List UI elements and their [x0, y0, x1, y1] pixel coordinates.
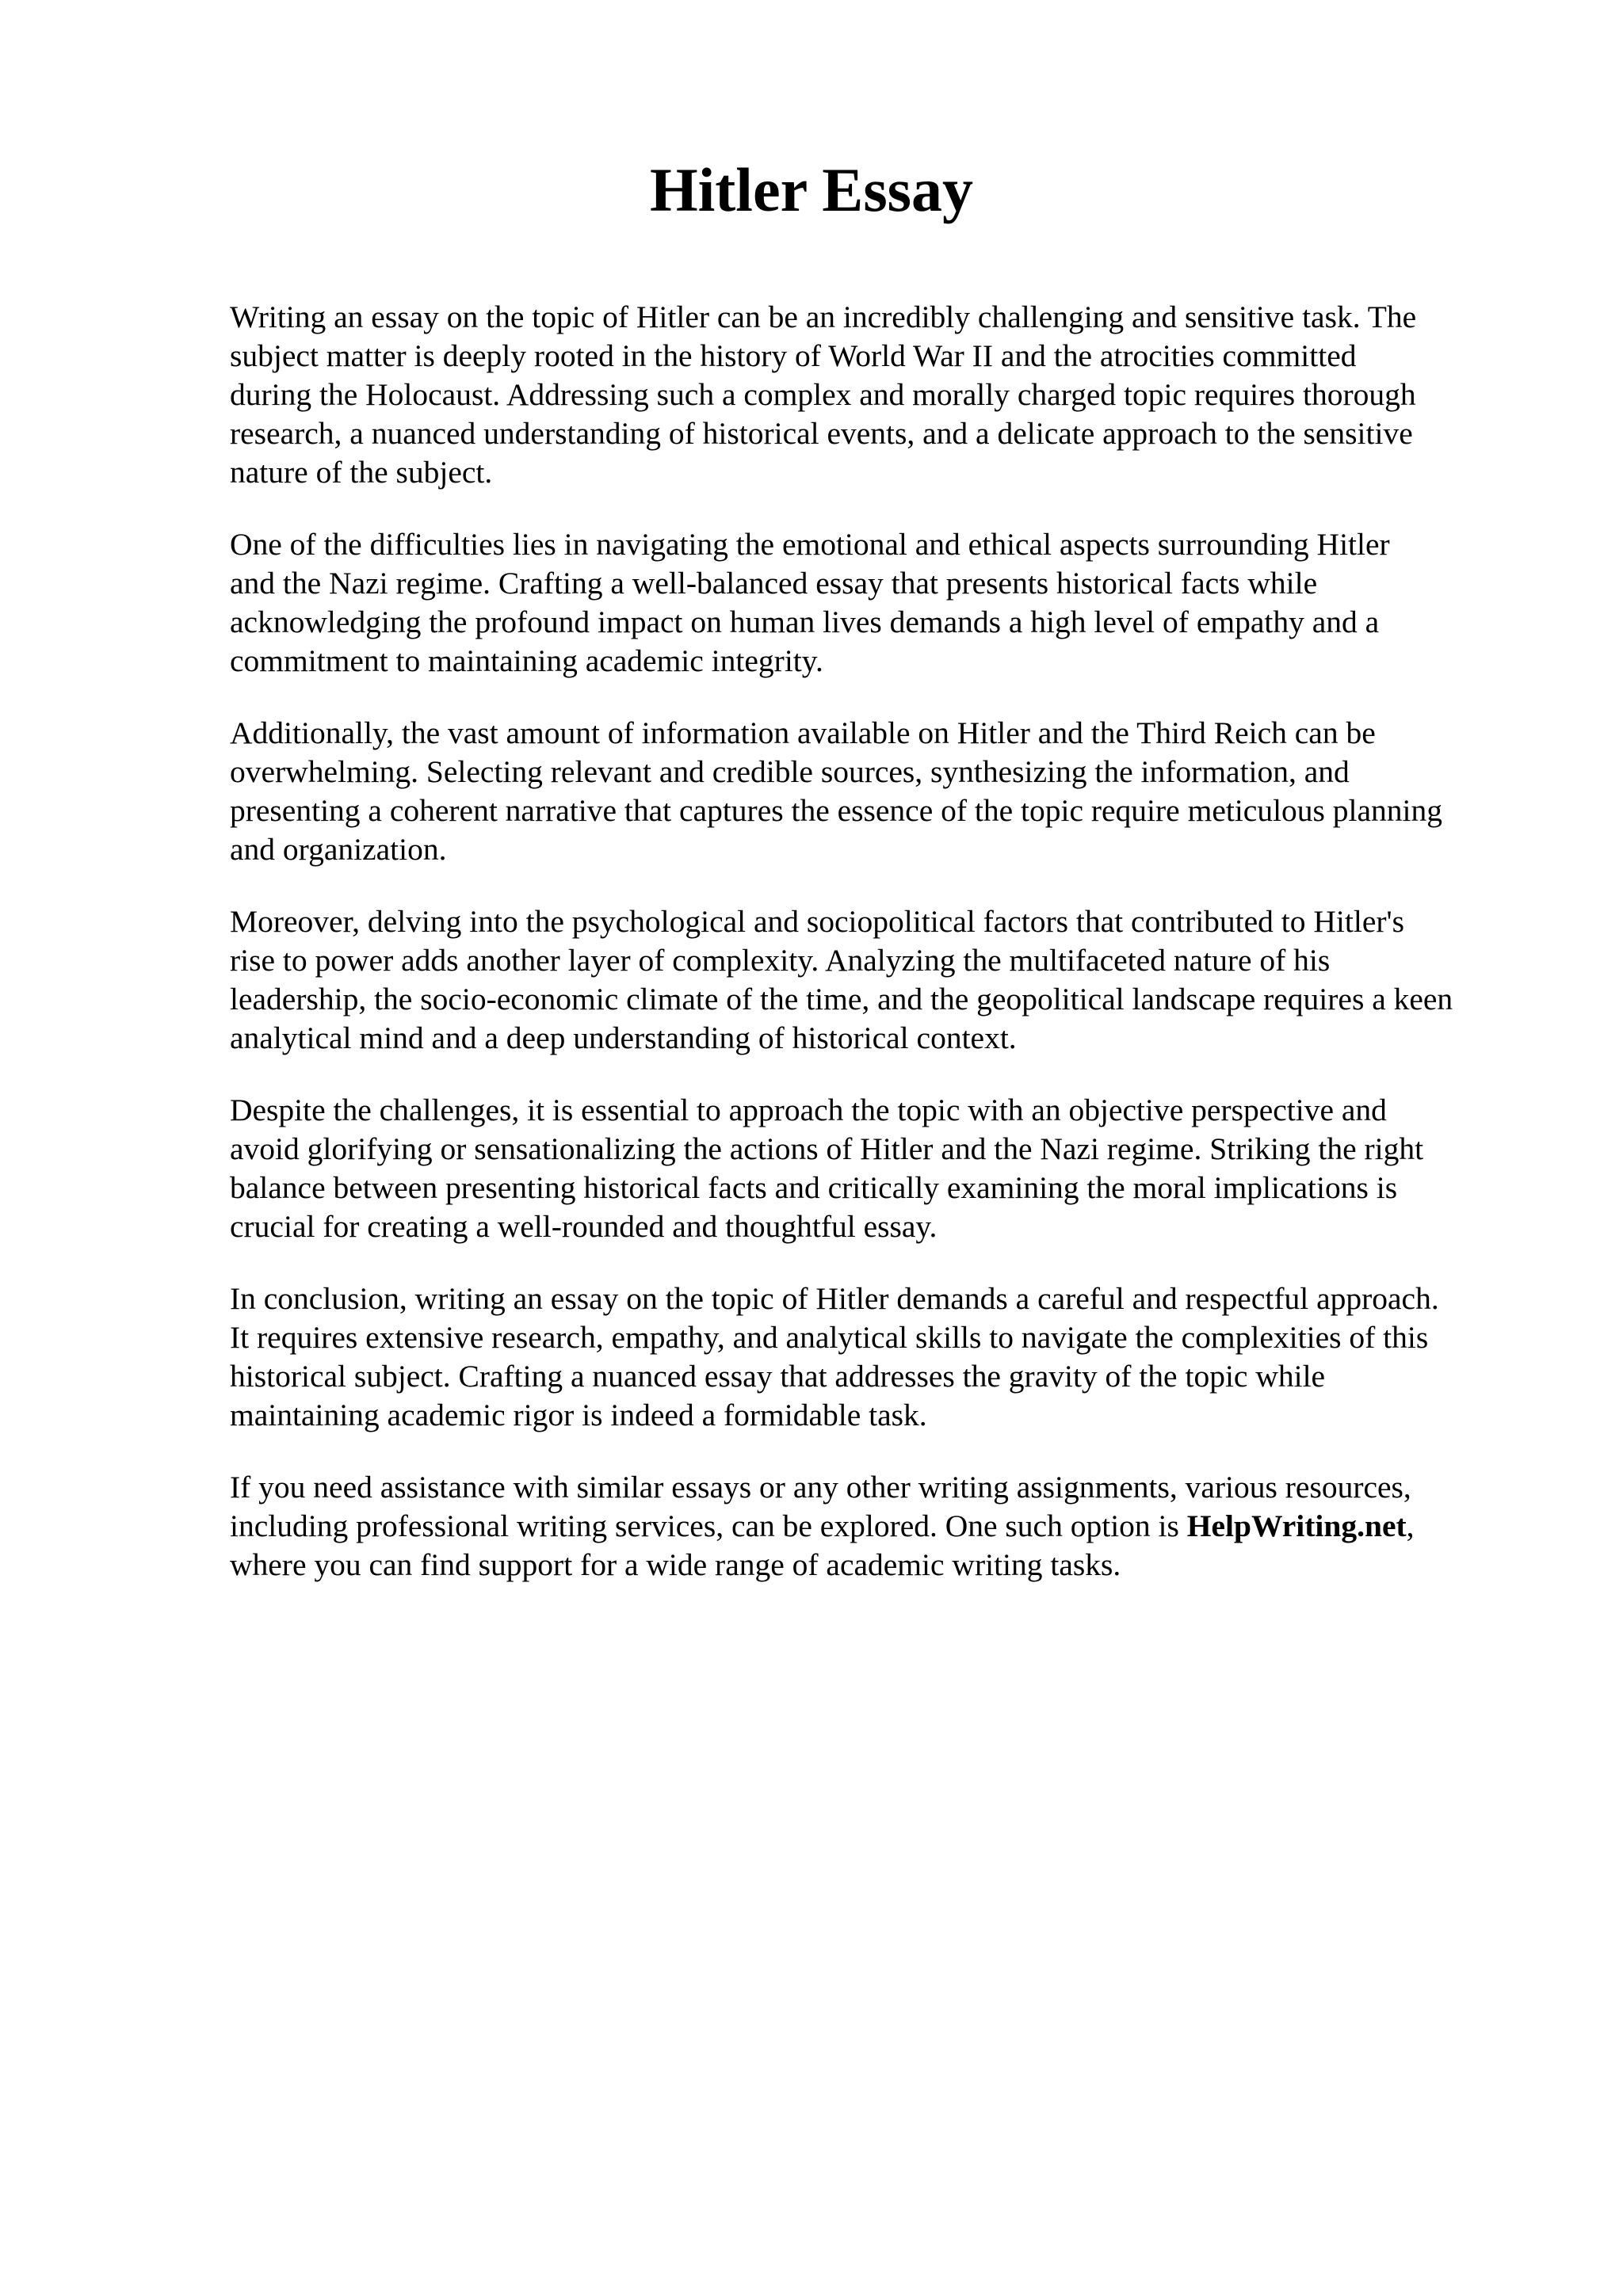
- helpwriting-link[interactable]: HelpWriting.net: [1186, 1508, 1407, 1543]
- text-line: nature of the subject.: [230, 455, 493, 490]
- text-line: and the Nazi regime. Crafting a well-balanced essay that presents historical facts while: [230, 566, 1318, 601]
- paragraph-1: [230, 298, 1514, 492]
- text-line: rise to power adds another layer of complexity. Analyzing the multifaceted nature of his: [230, 943, 1331, 978]
- paragraph-2: [230, 525, 1514, 681]
- text-line: during the Holocaust. Addressing such a complex and morally charged topic requires thorough: [230, 377, 1416, 412]
- text-line: It requires extensive research, empathy, and analytical skills to navigate the complexities of this: [230, 1320, 1429, 1355]
- paragraph-6: [230, 1280, 1514, 1435]
- text-line: acknowledging the profound impact on human lives demands a high level of empathy and a: [230, 605, 1380, 639]
- text-line: balance between presenting historical facts and critically examining the moral implications is: [230, 1170, 1398, 1205]
- essay-body: [230, 298, 1514, 1618]
- text-line: crucial for creating a well-rounded and thoughtful essay.: [230, 1209, 938, 1244]
- text-line: One of the difficulties lies in navigating the emotional and ethical aspects surrounding Hitler: [230, 527, 1390, 562]
- text-line: historical subject. Crafting a nuanced essay that addresses the gravity of the topic while: [230, 1359, 1326, 1394]
- text-line: If you need assistance with similar essays or any other writing assignments, various resources,: [230, 1470, 1411, 1505]
- text-line: overwhelming. Selecting relevant and credible sources, synthesizing the information, and: [230, 754, 1350, 789]
- text-line: leadership, the socio-economic climate of the time, and the geopolitical landscape requires a keen: [230, 982, 1453, 1016]
- paragraph-5: [230, 1091, 1514, 1246]
- text-line: research, a nuanced understanding of historical events, and a delicate approach to the sensitive: [230, 416, 1413, 451]
- text-fragment: including professional writing services, can be explored. One such option is: [230, 1508, 1187, 1543]
- closing-paragraph: [230, 1468, 1514, 1585]
- text-line: subject matter is deeply rooted in the history of World War II and the atrocities committed: [230, 338, 1357, 373]
- text-line: maintaining academic rigor is indeed a formidable task.: [230, 1398, 927, 1432]
- text-line: and organization.: [230, 832, 447, 867]
- text-line: Moreover, delving into the psychological and sociopolitical factors that contributed to Hitler's: [230, 904, 1405, 939]
- page-title: Hitler Essay: [649, 155, 974, 224]
- paragraph-3: [230, 714, 1514, 869]
- text-fragment: ,: [1406, 1508, 1415, 1543]
- text-line: avoid glorifying or sensationalizing the actions of Hitler and the Nazi regime. Striking the right: [230, 1131, 1424, 1166]
- text-line: Additionally, the vast amount of information available on Hitler and the Third Reich can be: [230, 715, 1376, 750]
- paragraph-4: [230, 902, 1514, 1058]
- text-line: where you can find support for a wide range of academic writing tasks.: [230, 1547, 1121, 1582]
- text-line: presenting a coherent narrative that captures the essence of the topic require meticulous planning: [230, 793, 1443, 828]
- text-line: Writing an essay on the topic of Hitler can be an incredibly challenging and sensitive task. The: [230, 299, 1417, 334]
- text-line: In conclusion, writing an essay on the topic of Hitler demands a careful and respectful approach.: [230, 1281, 1439, 1316]
- text-line: analytical mind and a deep understanding of historical context.: [230, 1020, 1017, 1055]
- text-line: Despite the challenges, it is essential to approach the topic with an objective perspective and: [230, 1093, 1387, 1127]
- text-line: commitment to maintaining academic integrity.: [230, 643, 823, 678]
- text-line: [230, 1507, 1514, 1546]
